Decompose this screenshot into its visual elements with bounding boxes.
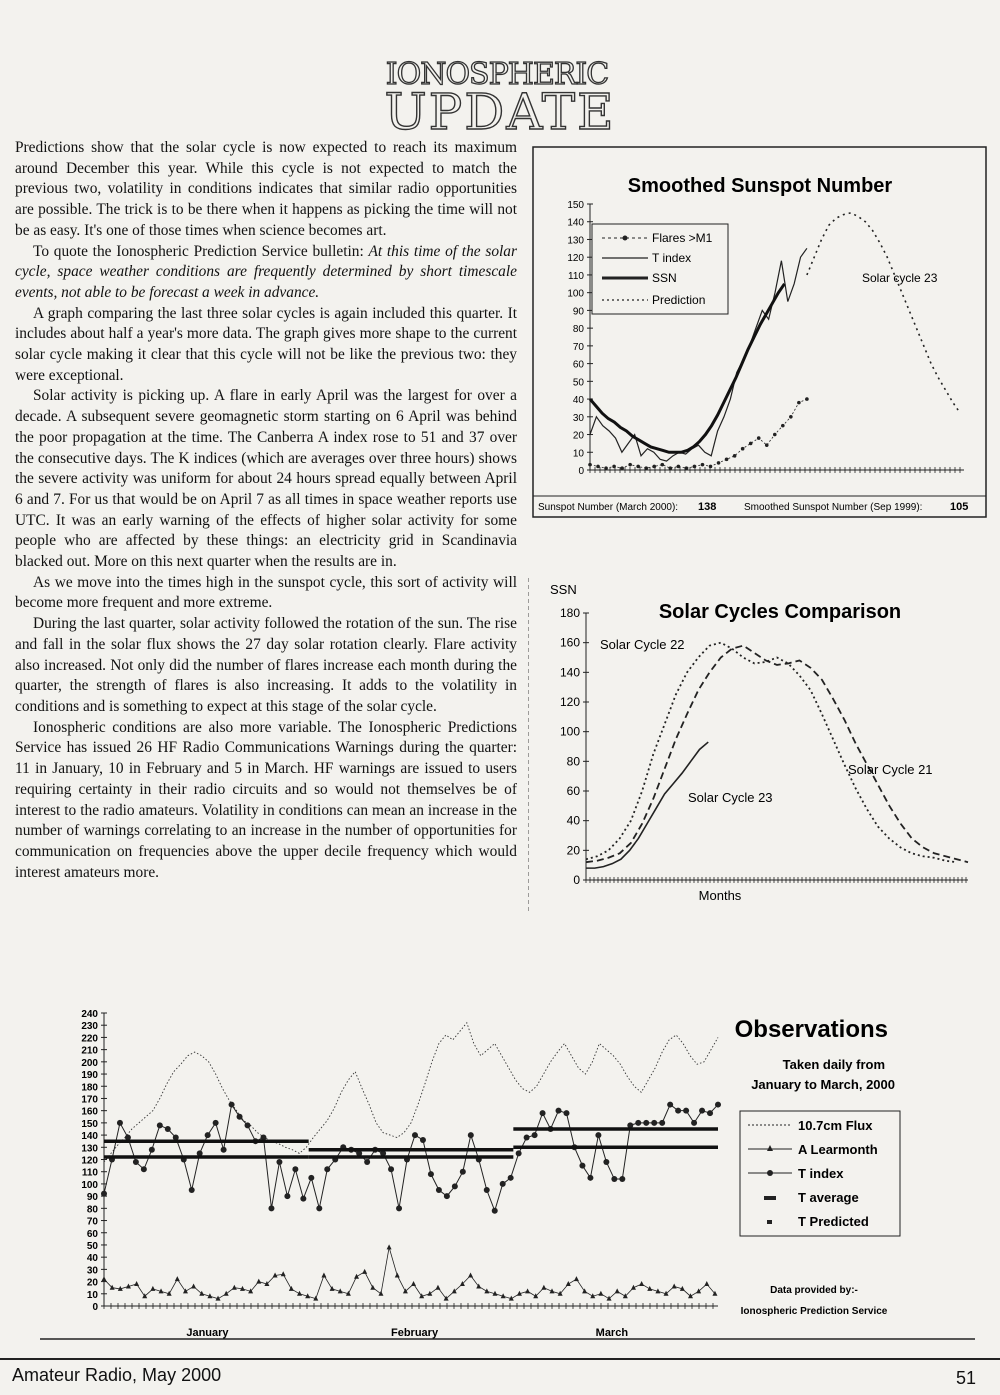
alearmonth-point (696, 1288, 701, 1293)
tindex-point (157, 1122, 163, 1128)
tindex-point (396, 1205, 402, 1211)
observations-chart (40, 1005, 975, 1345)
flares-point (765, 443, 769, 447)
quote-intro: To quote the Ionospheric Prediction Service bulletin: (33, 242, 364, 260)
sunspot-footer-right-label: Smoothed Sunspot Number (Sep 1999): (744, 502, 923, 513)
tindex-point (707, 1110, 713, 1116)
y-tick-label: 240 (81, 1009, 98, 1020)
flares-point (805, 397, 809, 401)
alearmonth-point (289, 1286, 294, 1291)
flares-point (773, 433, 777, 437)
legend-swatch-tpredicted (767, 1220, 772, 1224)
alearmonth-point (175, 1276, 180, 1281)
masthead-line1: IONOSPHERIC (385, 57, 609, 92)
alearmonth-point (574, 1276, 579, 1281)
tindex-point (149, 1147, 155, 1153)
alearmonth-point (704, 1281, 709, 1286)
alearmonth-point (395, 1272, 400, 1277)
y-tick-label: 90 (572, 306, 584, 318)
tindex-point (117, 1120, 123, 1126)
y-tick-label: 0 (573, 873, 580, 887)
y-tick-label: 180 (559, 606, 580, 620)
tindex-point (364, 1159, 370, 1165)
y-tick-label: 230 (81, 1021, 98, 1033)
footer-rule (0, 1358, 1000, 1360)
tindex-point (141, 1166, 147, 1172)
observations-legend (740, 1111, 900, 1236)
y-tick-label: 170 (81, 1094, 98, 1106)
legend-label-prediction: Prediction (652, 293, 706, 307)
tindex-point (268, 1205, 274, 1211)
alearmonth-point (370, 1285, 375, 1290)
tindex-point (412, 1132, 418, 1138)
observations-credit-1: Data provided by:- (770, 1285, 858, 1296)
y-tick-label: 20 (572, 430, 584, 442)
tindex-point (540, 1110, 546, 1116)
tindex-point (635, 1120, 641, 1126)
tindex-point (308, 1175, 314, 1181)
flares-point (596, 465, 600, 469)
solar-cycles-title: Solar Cycles Comparison (658, 601, 902, 623)
y-tick-label: 30 (572, 412, 584, 424)
flares-point (701, 463, 705, 467)
tindex-point (221, 1147, 227, 1153)
series-a-learmonth (104, 1247, 715, 1298)
tindex-point (667, 1102, 673, 1108)
y-tick-label: 80 (86, 1204, 98, 1216)
tindex-point (284, 1193, 290, 1199)
flares-point (636, 465, 640, 469)
y-tick-label: 60 (86, 1228, 98, 1240)
solar-cycles-xlabel: Months (698, 888, 742, 903)
alearmonth-point (615, 1288, 620, 1293)
footer-publication: Amateur Radio, May 2000 (12, 1365, 222, 1385)
observations-subtitle-1: Taken daily from (782, 1057, 885, 1072)
sunspot-annotation: Solar cycle 23 (862, 271, 938, 285)
y-tick-label: 110 (568, 270, 584, 282)
flares-point (604, 466, 608, 470)
y-tick-label: 130 (567, 235, 584, 247)
solar-cycles-chart (528, 578, 988, 912)
tindex-point (276, 1159, 282, 1165)
flares-point (757, 436, 761, 440)
tindex-point (428, 1171, 434, 1177)
tindex-point (420, 1137, 426, 1143)
flares-point (789, 415, 793, 419)
tindex-point (699, 1108, 705, 1114)
tindex-point (579, 1163, 585, 1169)
y-tick-label: 20 (86, 1277, 98, 1289)
tindex-point (619, 1176, 625, 1182)
legend-marker-flares (623, 236, 628, 241)
alearmonth-point (484, 1288, 489, 1293)
alearmonth-point (468, 1272, 473, 1277)
tindex-point (675, 1108, 681, 1114)
flares-point (749, 442, 753, 446)
legend-label-ssn: SSN (652, 271, 677, 285)
y-tick-label: 190 (81, 1070, 98, 1082)
alearmonth-point (427, 1291, 432, 1296)
alearmonth-point (281, 1271, 286, 1276)
alearmonth-point (321, 1272, 326, 1277)
alearmonth-point (102, 1276, 107, 1281)
tindex-point (388, 1166, 394, 1172)
alearmonth-point (224, 1291, 229, 1296)
observations-axes (81, 1009, 718, 1313)
alearmonth-point (134, 1281, 139, 1286)
tindex-point (460, 1169, 466, 1175)
y-tick-label: 90 (86, 1192, 98, 1204)
alearmonth-point (387, 1244, 392, 1249)
alearmonth-point (191, 1283, 196, 1288)
y-tick-label: 50 (86, 1240, 98, 1252)
article-paragraph: A graph comparing the last three solar cycles is again included this quarter. It includes about half a year's more data. The graph gives more shape to the current solar cycle making it clear that this cycle will not be like the previous two: they were exceptional. (15, 304, 517, 384)
tindex-point (563, 1110, 569, 1116)
alearmonth-point (256, 1279, 261, 1284)
footer-page-number: 51 (955, 1368, 976, 1388)
tindex-point (324, 1166, 330, 1172)
observations-subtitle-2: January to March, 2000 (751, 1077, 895, 1092)
y-tick-label: 160 (559, 635, 580, 650)
tindex-point (133, 1159, 139, 1165)
legend-swatch-taverage (764, 1196, 776, 1200)
tindex-point (300, 1196, 306, 1202)
flares-point (644, 466, 648, 470)
series-label: Solar Cycle 22 (600, 637, 685, 652)
series-label: Solar Cycle 23 (688, 790, 773, 805)
y-tick-label: 60 (572, 359, 584, 371)
tindex-point (556, 1108, 562, 1114)
article-paragraph: Solar activity is picking up. A flare in early April was the largest for over a decade. A subsequent severe geomagnetic storm starting on 6 April was behind the poor propagation at the time. The Canberra A index rose to 51 and 37 over the consecutive days. The K indices (which are averages over three hours) shows the severe activity was uniform for about 24 hours spread equally between April 6 and 7. For us that would be on April 7 as all times in space weather reports use UTC. It was an early warning of the effects of higher solar activity for some people who are affected by these things: an electricity grid in Scandinavia blacked out. More on this next quarter when the results are in. (15, 387, 517, 571)
flares-point (725, 458, 729, 462)
y-tick-label: 120 (559, 695, 580, 709)
flares-point (612, 465, 616, 469)
y-tick-label: 140 (567, 217, 584, 229)
sunspot-footer-right-value: 105 (950, 501, 969, 513)
sunspot-legend (592, 224, 728, 314)
y-tick-label: 100 (81, 1179, 98, 1191)
y-tick-label: 20 (566, 843, 580, 858)
series-solar-cycle-22 (586, 643, 957, 863)
tindex-point (237, 1114, 243, 1120)
alearmonth-point (150, 1286, 155, 1291)
tindex-point (205, 1132, 211, 1138)
tindex-point (213, 1120, 219, 1126)
y-tick-label: 70 (572, 341, 584, 353)
alearmonth-point (541, 1285, 546, 1290)
flares-point (685, 466, 689, 470)
y-tick-label: 80 (572, 324, 584, 336)
tindex-point (524, 1135, 530, 1141)
flares-point (741, 447, 745, 451)
masthead-line2: UPDATE (384, 83, 616, 132)
tindex-point (316, 1205, 322, 1211)
y-tick-label: 110 (81, 1167, 98, 1179)
tindex-point (587, 1175, 593, 1181)
y-tick-label: 100 (567, 288, 584, 300)
tindex-point (292, 1166, 298, 1172)
y-tick-label: 10 (86, 1289, 98, 1301)
flares-point (677, 465, 681, 469)
tindex-point (516, 1150, 522, 1156)
observations-credit-2: Ionospheric Prediction Service (740, 1306, 888, 1317)
flares-point (693, 465, 697, 469)
legend-label-flares: Flares >M1 (652, 231, 713, 245)
alearmonth-point (403, 1288, 408, 1293)
y-tick-label: 60 (566, 784, 580, 798)
alearmonth-point (354, 1274, 359, 1279)
tindex-point (683, 1108, 689, 1114)
series-prediction (807, 213, 960, 413)
sunspot-footer-left-label: Sunspot Number (March 2000): (538, 502, 679, 513)
y-tick-label: 160 (81, 1106, 98, 1118)
legend-label-taverage: T average (798, 1190, 859, 1205)
tindex-point (508, 1175, 514, 1181)
flares-point (797, 401, 801, 405)
masthead-logo (370, 50, 625, 132)
month-label: February (391, 1327, 439, 1339)
tindex-point (245, 1122, 251, 1128)
month-label: March (595, 1327, 629, 1339)
y-tick-label: 130 (81, 1143, 98, 1155)
alearmonth-point (639, 1281, 644, 1286)
tindex-point (452, 1183, 458, 1189)
y-tick-label: 140 (81, 1131, 98, 1143)
y-tick-label: 200 (81, 1057, 98, 1069)
tindex-point (659, 1120, 665, 1126)
sunspot-footer-left-value: 138 (698, 501, 717, 513)
tindex-point (532, 1132, 538, 1138)
legend-marker-tindex (767, 1170, 773, 1176)
y-tick-label: 150 (567, 200, 584, 211)
y-tick-label: 40 (572, 395, 584, 407)
alearmonth-point (525, 1288, 530, 1293)
tindex-point (611, 1176, 617, 1182)
y-tick-label: 100 (559, 724, 580, 739)
tindex-point (484, 1187, 490, 1193)
flares-point (709, 465, 713, 469)
y-tick-label: 70 (86, 1216, 98, 1228)
tindex-point (500, 1181, 506, 1187)
y-tick-label: 40 (86, 1253, 98, 1265)
y-tick-label: 180 (81, 1082, 98, 1094)
legend-label-tpredicted: T Predicted (798, 1214, 869, 1229)
sunspot-chart (532, 146, 987, 518)
y-tick-label: 120 (567, 253, 584, 265)
y-tick-label: 220 (81, 1033, 98, 1045)
alearmonth-point (647, 1286, 652, 1291)
observations-title: Observations (734, 1016, 888, 1043)
article-paragraph: During the last quarter, solar activity followed the rotation of the sun. The rise and fall in the solar flux shows the 27 day solar rotation clearly. Flare activity also increased. Not only did the number of flares increase each month during the quarter, the strength of flares is also increasing. It adds to the volatility in conditions and is something to expect at this stage of the solar cycle. (15, 615, 517, 715)
y-tick-label: 10 (572, 448, 584, 460)
alearmonth-point (672, 1283, 677, 1288)
tindex-point (101, 1191, 107, 1197)
tindex-point (691, 1120, 697, 1126)
flares-point (588, 463, 592, 467)
flares-point (733, 454, 737, 458)
solar-cycles-ylabel: SSN (550, 582, 577, 597)
month-label: January (186, 1327, 229, 1339)
article-paragraph: As we move into the times high in the sunspot cycle, this sort of activity will become more frequent and more extreme. (15, 573, 517, 612)
alearmonth-point (378, 1291, 383, 1296)
tindex-point (468, 1132, 474, 1138)
tindex-point (715, 1102, 721, 1108)
flares-point (717, 461, 721, 465)
alearmonth-point (598, 1291, 603, 1296)
series-solar-cycle-23 (586, 742, 708, 868)
article-body (15, 138, 517, 883)
tindex-point (643, 1120, 649, 1126)
tindex-point (603, 1159, 609, 1165)
alearmonth-point (688, 1293, 693, 1298)
flares-point (661, 463, 665, 467)
legend-label-tindex: T index (652, 251, 692, 265)
y-tick-label: 210 (81, 1045, 98, 1057)
flares-point (669, 466, 673, 470)
flares-point (620, 466, 624, 470)
tindex-point (436, 1187, 442, 1193)
alearmonth-point (452, 1288, 457, 1293)
y-tick-label: 140 (559, 665, 580, 680)
alearmonth-point (297, 1291, 302, 1296)
legend-label-flux: 10.7cm Flux (798, 1118, 873, 1133)
flares-point (628, 463, 632, 467)
tindex-point (492, 1208, 498, 1214)
series-label: Solar Cycle 21 (848, 762, 933, 777)
y-tick-label: 150 (81, 1118, 98, 1130)
alearmonth-point (199, 1291, 204, 1296)
article-quote-paragraph (15, 242, 517, 304)
y-tick-label: 80 (566, 754, 580, 769)
alearmonth-point (607, 1296, 612, 1301)
y-tick-label: 0 (578, 466, 584, 477)
sunspot-chart-title: Smoothed Sunspot Number (627, 175, 893, 197)
tindex-point (165, 1126, 171, 1132)
flares-point (652, 465, 656, 469)
alearmonth-point (362, 1269, 367, 1274)
y-tick-label: 0 (92, 1302, 98, 1313)
tindex-point (189, 1187, 195, 1193)
alearmonth-point (566, 1281, 571, 1286)
tindex-point (444, 1193, 450, 1199)
tindex-point (229, 1102, 235, 1108)
article-paragraph: Ionospheric conditions are also more variable. The Ionospheric Predictions Service has issued 26 HF Radio Communications Warnings during the quarter: 11 in January, 10 in February and 5 in March. HF warnings are issued to users requiring certainty in their radio circuits and so would not themselves be of interest to the radio amateurs. Volatility in conditions can mean an increase in the number of warnings correlating to an increase in the number of opportunities for communication on frequencies above the upper decile frequency which would interest amateurs more. (15, 718, 517, 881)
alearmonth-point (411, 1281, 416, 1286)
legend-label-alearmonth: A Learmonth (798, 1142, 878, 1157)
y-tick-label: 120 (81, 1155, 98, 1167)
alearmonth-point (435, 1285, 440, 1290)
quote-text: At this time of the solar cycle, space weather conditions are frequently determined by short timescale events, not able to be forecast a week in advance. (15, 242, 517, 301)
tindex-point (651, 1120, 657, 1126)
alearmonth-point (232, 1285, 237, 1290)
flares-point (781, 424, 785, 428)
y-tick-label: 50 (572, 377, 584, 389)
y-tick-label: 30 (86, 1265, 98, 1277)
article-paragraph: Predictions show that the solar cycle is now expected to reach its maximum around December this year. While this cycle is not expected to match the previous two, volatility in conditions indicates that similar radio opportunities are possible. The trick is to be there when it happens as picking the time will not be as easy. It's one of those times when science becomes art. (15, 139, 517, 239)
y-tick-label: 40 (566, 813, 580, 828)
legend-label-tindex: T index (798, 1166, 844, 1181)
tindex-point (595, 1132, 601, 1138)
